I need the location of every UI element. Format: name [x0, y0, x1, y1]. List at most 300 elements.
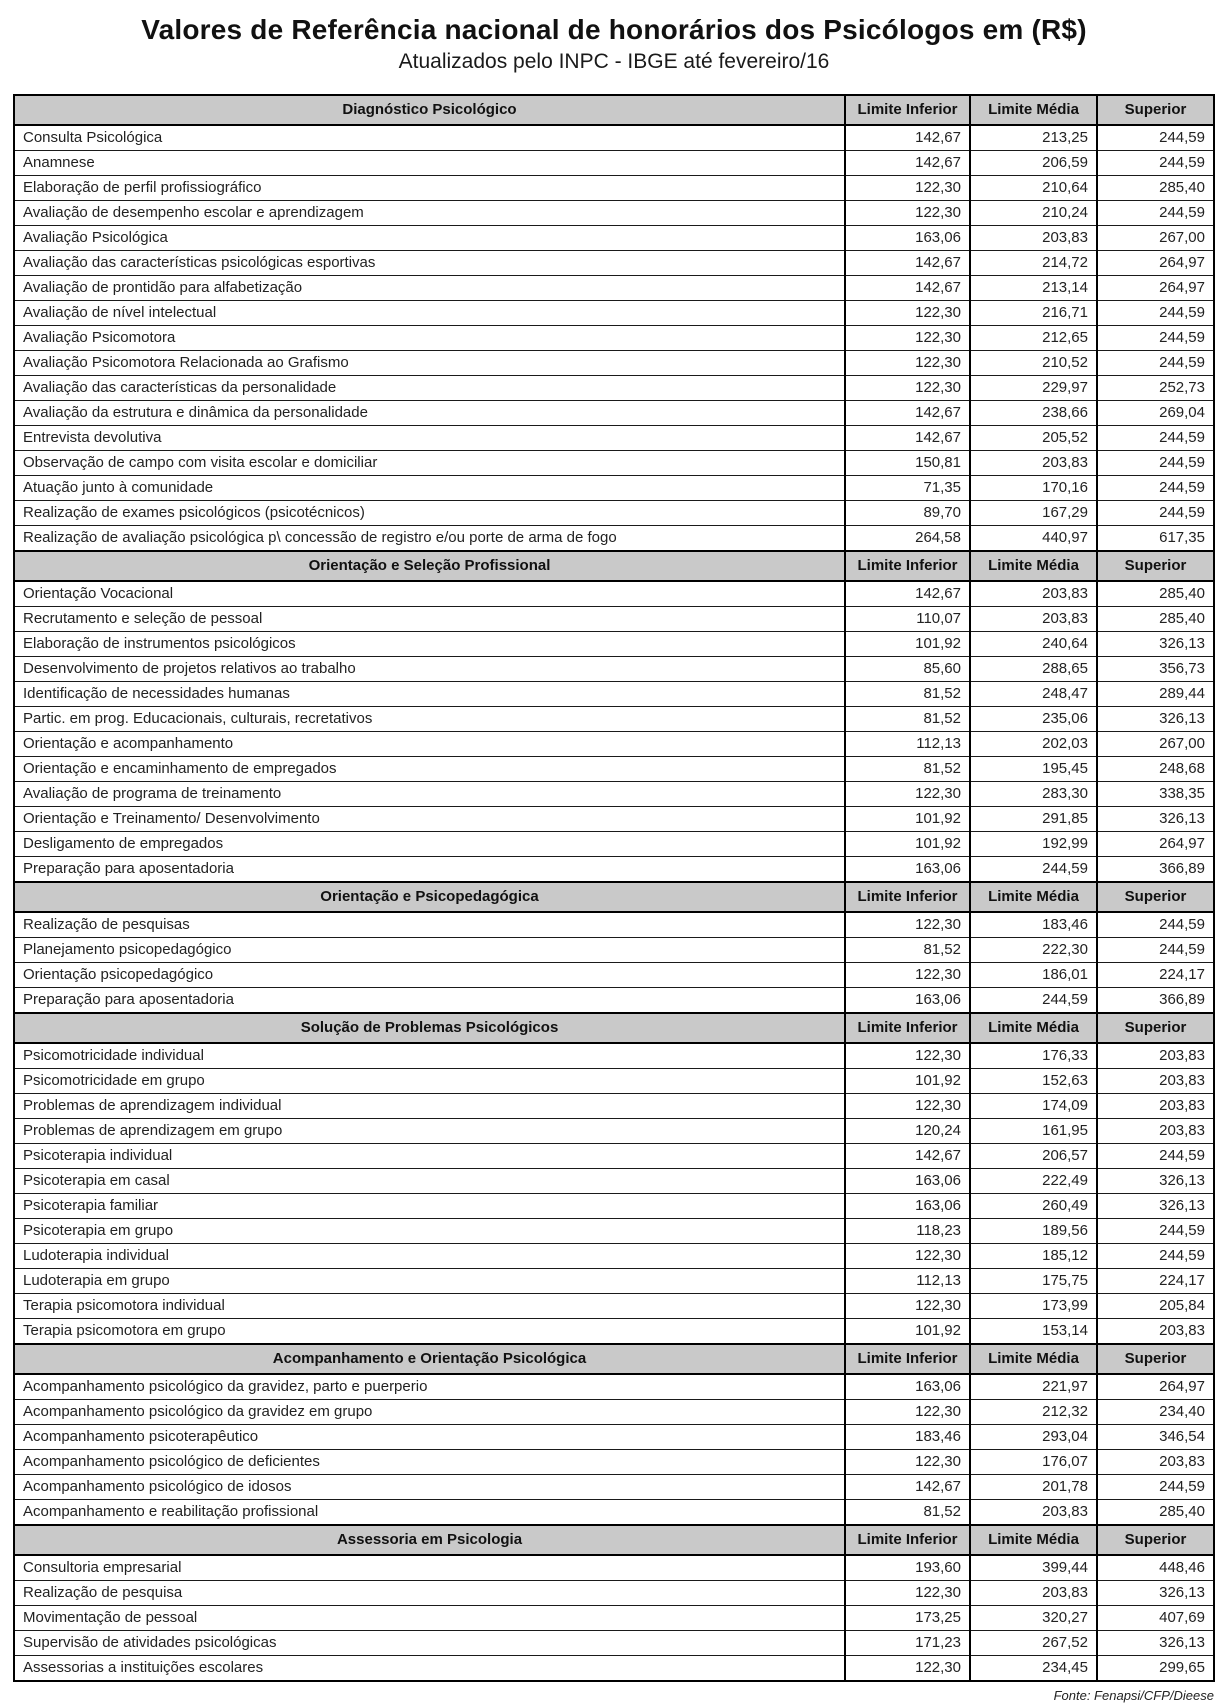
limite-media-cell: 201,78	[970, 1475, 1097, 1500]
table-row	[14, 1581, 1214, 1606]
superior-cell: 203,83	[1097, 1450, 1214, 1475]
superior-cell: 224,17	[1097, 1269, 1214, 1294]
limite-media-cell: 203,83	[970, 607, 1097, 632]
page-subtitle: Atualizados pelo INPC - IBGE até fevereiro/16	[398, 50, 830, 73]
limite-media-cell: 234,45	[970, 1656, 1097, 1682]
limite-media-cell: 213,14	[970, 276, 1097, 301]
superior-cell: 617,35	[1097, 526, 1214, 552]
service-name-cell: Avaliação Psicológica	[14, 226, 845, 251]
service-name-cell: Realização de pesquisas	[14, 912, 845, 938]
superior-cell: 244,59	[1097, 451, 1214, 476]
limite-inferior-cell: 101,92	[845, 1069, 970, 1094]
limite-inferior-cell: 85,60	[845, 657, 970, 682]
service-name-cell: Psicomotricidade individual	[14, 1043, 845, 1069]
col-header-limite-inferior: Limite Inferior	[845, 95, 970, 125]
superior-cell: 366,89	[1097, 988, 1214, 1014]
col-header-limite-media: Limite Média	[970, 95, 1097, 125]
superior-cell: 244,59	[1097, 1144, 1214, 1169]
service-name-cell: Terapia psicomotora em grupo	[14, 1319, 845, 1345]
table-row	[14, 757, 1214, 782]
service-name-cell: Avaliação da estrutura e dinâmica da personalidade	[14, 401, 845, 426]
limite-inferior-cell: 122,30	[845, 301, 970, 326]
limite-inferior-cell: 122,30	[845, 1400, 970, 1425]
table-row	[14, 1631, 1214, 1656]
limite-media-cell: 161,95	[970, 1119, 1097, 1144]
col-header-limite-media: Limite Média	[970, 1525, 1097, 1555]
section-header-row	[14, 1525, 1214, 1555]
table-row	[14, 201, 1214, 226]
limite-inferior-cell: 122,30	[845, 1656, 970, 1682]
limite-inferior-cell: 171,23	[845, 1631, 970, 1656]
table-row	[14, 1374, 1214, 1400]
limite-inferior-cell: 81,52	[845, 707, 970, 732]
limite-inferior-cell: 163,06	[845, 1374, 970, 1400]
superior-cell: 269,04	[1097, 401, 1214, 426]
superior-cell: 244,59	[1097, 326, 1214, 351]
limite-inferior-cell: 142,67	[845, 401, 970, 426]
limite-inferior-cell: 71,35	[845, 476, 970, 501]
table-row	[14, 501, 1214, 526]
col-header-superior: Superior	[1097, 1525, 1214, 1555]
table-row	[14, 607, 1214, 632]
limite-inferior-cell: 101,92	[845, 807, 970, 832]
limite-inferior-cell: 142,67	[845, 1475, 970, 1500]
superior-cell: 407,69	[1097, 1606, 1214, 1631]
table-row	[14, 1094, 1214, 1119]
table-row	[14, 1244, 1214, 1269]
limite-media-cell: 203,83	[970, 581, 1097, 607]
service-name-cell: Acompanhamento psicológico de deficientes	[14, 1450, 845, 1475]
service-name-cell: Avaliação de programa de treinamento	[14, 782, 845, 807]
superior-cell: 244,59	[1097, 1244, 1214, 1269]
service-name-cell: Consultoria empresarial	[14, 1555, 845, 1581]
table-row	[14, 301, 1214, 326]
limite-inferior-cell: 142,67	[845, 426, 970, 451]
limite-inferior-cell: 118,23	[845, 1219, 970, 1244]
service-name-cell: Avaliação Psicomotora	[14, 326, 845, 351]
service-name-cell: Psicomotricidade em grupo	[14, 1069, 845, 1094]
limite-inferior-cell: 122,30	[845, 1244, 970, 1269]
service-name-cell: Preparação para aposentadoria	[14, 988, 845, 1014]
table-row	[14, 125, 1214, 151]
limite-media-cell: 176,33	[970, 1043, 1097, 1069]
limite-media-cell: 248,47	[970, 682, 1097, 707]
limite-media-cell: 291,85	[970, 807, 1097, 832]
table-row	[14, 657, 1214, 682]
superior-cell: 244,59	[1097, 151, 1214, 176]
service-name-cell: Avaliação de desempenho escolar e aprendizagem	[14, 201, 845, 226]
table-row	[14, 226, 1214, 251]
table-row	[14, 476, 1214, 501]
limite-inferior-cell: 89,70	[845, 501, 970, 526]
table-row	[14, 351, 1214, 376]
table-row	[14, 1119, 1214, 1144]
service-name-cell: Elaboração de instrumentos psicológicos	[14, 632, 845, 657]
section-title-cell: Diagnóstico Psicológico	[14, 95, 845, 125]
service-name-cell: Acompanhamento psicológico da gravidez, parto e puerperio	[14, 1374, 845, 1400]
section-header-row	[14, 882, 1214, 912]
table-row	[14, 1450, 1214, 1475]
limite-inferior-cell: 122,30	[845, 1294, 970, 1319]
service-name-cell: Elaboração de perfil profissiográfico	[14, 176, 845, 201]
col-header-superior: Superior	[1097, 551, 1214, 581]
service-name-cell: Movimentação de pessoal	[14, 1606, 845, 1631]
limite-media-cell: 212,32	[970, 1400, 1097, 1425]
limite-inferior-cell: 122,30	[845, 1043, 970, 1069]
superior-cell: 285,40	[1097, 1500, 1214, 1526]
table-row	[14, 912, 1214, 938]
limite-media-cell: 186,01	[970, 963, 1097, 988]
superior-cell: 203,83	[1097, 1094, 1214, 1119]
limite-inferior-cell: 81,52	[845, 1500, 970, 1526]
limite-media-cell: 244,59	[970, 988, 1097, 1014]
section-header-row	[14, 95, 1214, 125]
limite-inferior-cell: 150,81	[845, 451, 970, 476]
superior-cell: 264,97	[1097, 251, 1214, 276]
service-name-cell: Acompanhamento psicológico da gravidez em grupo	[14, 1400, 845, 1425]
superior-cell: 244,59	[1097, 912, 1214, 938]
limite-media-cell: 192,99	[970, 832, 1097, 857]
limite-media-cell: 240,64	[970, 632, 1097, 657]
service-name-cell: Entrevista devolutiva	[14, 426, 845, 451]
service-name-cell: Observação de campo com visita escolar e domiciliar	[14, 451, 845, 476]
section-header-row	[14, 551, 1214, 581]
superior-cell: 203,83	[1097, 1069, 1214, 1094]
service-name-cell: Problemas de aprendizagem em grupo	[14, 1119, 845, 1144]
superior-cell: 252,73	[1097, 376, 1214, 401]
superior-cell: 264,97	[1097, 276, 1214, 301]
limite-inferior-cell: 163,06	[845, 988, 970, 1014]
service-name-cell: Acompanhamento psicoterapêutico	[14, 1425, 845, 1450]
table-row	[14, 1656, 1214, 1682]
limite-media-cell: 267,52	[970, 1631, 1097, 1656]
col-header-superior: Superior	[1097, 882, 1214, 912]
limite-inferior-cell: 81,52	[845, 757, 970, 782]
superior-cell: 285,40	[1097, 607, 1214, 632]
limite-media-cell: 203,83	[970, 226, 1097, 251]
col-header-superior: Superior	[1097, 1013, 1214, 1043]
limite-media-cell: 206,57	[970, 1144, 1097, 1169]
limite-inferior-cell: 142,67	[845, 151, 970, 176]
service-name-cell: Orientação Vocacional	[14, 581, 845, 607]
superior-cell: 244,59	[1097, 938, 1214, 963]
service-name-cell: Ludoterapia individual	[14, 1244, 845, 1269]
table-row	[14, 1475, 1214, 1500]
superior-cell: 244,59	[1097, 125, 1214, 151]
col-header-limite-media: Limite Média	[970, 1344, 1097, 1374]
limite-media-cell: 440,97	[970, 526, 1097, 552]
superior-cell: 326,13	[1097, 1631, 1214, 1656]
service-name-cell: Orientação e Treinamento/ Desenvolvimento	[14, 807, 845, 832]
superior-cell: 244,59	[1097, 201, 1214, 226]
table-row	[14, 782, 1214, 807]
superior-cell: 244,59	[1097, 426, 1214, 451]
limite-inferior-cell: 163,06	[845, 1169, 970, 1194]
limite-media-cell: 213,25	[970, 125, 1097, 151]
table-row	[14, 857, 1214, 883]
fees-table-body	[14, 95, 1214, 1681]
table-row	[14, 581, 1214, 607]
superior-cell: 203,83	[1097, 1043, 1214, 1069]
service-name-cell: Avaliação de prontidão para alfabetização	[14, 276, 845, 301]
table-row	[14, 682, 1214, 707]
limite-inferior-cell: 122,30	[845, 1094, 970, 1119]
superior-cell: 244,59	[1097, 1219, 1214, 1244]
superior-cell: 244,59	[1097, 351, 1214, 376]
limite-media-cell: 293,04	[970, 1425, 1097, 1450]
table-row	[14, 1425, 1214, 1450]
service-name-cell: Acompanhamento psicológico de idosos	[14, 1475, 845, 1500]
col-header-limite-inferior: Limite Inferior	[845, 882, 970, 912]
limite-inferior-cell: 122,30	[845, 1581, 970, 1606]
table-row	[14, 1194, 1214, 1219]
table-row	[14, 276, 1214, 301]
superior-cell: 299,65	[1097, 1656, 1214, 1682]
limite-inferior-cell: 163,06	[845, 1194, 970, 1219]
limite-media-cell: 185,12	[970, 1244, 1097, 1269]
limite-media-cell: 244,59	[970, 857, 1097, 883]
table-row	[14, 1555, 1214, 1581]
service-name-cell: Orientação e encaminhamento de empregados	[14, 757, 845, 782]
limite-media-cell: 183,46	[970, 912, 1097, 938]
limite-media-cell: 203,83	[970, 451, 1097, 476]
superior-cell: 326,13	[1097, 707, 1214, 732]
service-name-cell: Avaliação de nível intelectual	[14, 301, 845, 326]
superior-cell: 244,59	[1097, 476, 1214, 501]
table-row	[14, 1606, 1214, 1631]
limite-media-cell: 222,49	[970, 1169, 1097, 1194]
service-name-cell: Realização de avaliação psicológica p\ concessão de registro e/ou porte de arma de fogo	[14, 526, 845, 552]
limite-inferior-cell: 183,46	[845, 1425, 970, 1450]
superior-cell: 234,40	[1097, 1400, 1214, 1425]
limite-media-cell: 203,83	[970, 1581, 1097, 1606]
service-name-cell: Acompanhamento e reabilitação profissional	[14, 1500, 845, 1526]
table-row	[14, 326, 1214, 351]
limite-media-cell: 216,71	[970, 301, 1097, 326]
superior-cell: 338,35	[1097, 782, 1214, 807]
superior-cell: 267,00	[1097, 732, 1214, 757]
limite-inferior-cell: 264,58	[845, 526, 970, 552]
table-row	[14, 632, 1214, 657]
table-row	[14, 1400, 1214, 1425]
limite-inferior-cell: 122,30	[845, 782, 970, 807]
col-header-limite-media: Limite Média	[970, 1013, 1097, 1043]
limite-inferior-cell: 110,07	[845, 607, 970, 632]
superior-cell: 285,40	[1097, 581, 1214, 607]
table-row	[14, 451, 1214, 476]
limite-inferior-cell: 163,06	[845, 857, 970, 883]
limite-media-cell: 189,56	[970, 1219, 1097, 1244]
table-row	[14, 1500, 1214, 1526]
col-header-limite-media: Limite Média	[970, 551, 1097, 581]
limite-media-cell: 235,06	[970, 707, 1097, 732]
limite-inferior-cell: 173,25	[845, 1606, 970, 1631]
superior-cell: 289,44	[1097, 682, 1214, 707]
limite-inferior-cell: 122,30	[845, 176, 970, 201]
limite-inferior-cell: 112,13	[845, 1269, 970, 1294]
table-row	[14, 963, 1214, 988]
service-name-cell: Atuação junto à comunidade	[14, 476, 845, 501]
limite-media-cell: 195,45	[970, 757, 1097, 782]
limite-media-cell: 173,99	[970, 1294, 1097, 1319]
limite-inferior-cell: 122,30	[845, 326, 970, 351]
section-header-row	[14, 1013, 1214, 1043]
limite-inferior-cell: 122,30	[845, 912, 970, 938]
limite-inferior-cell: 122,30	[845, 1450, 970, 1475]
superior-cell: 326,13	[1097, 1194, 1214, 1219]
limite-media-cell: 206,59	[970, 151, 1097, 176]
superior-cell: 244,59	[1097, 501, 1214, 526]
limite-inferior-cell: 101,92	[845, 632, 970, 657]
table-row	[14, 176, 1214, 201]
service-name-cell: Realização de pesquisa	[14, 1581, 845, 1606]
service-name-cell: Identificação de necessidades humanas	[14, 682, 845, 707]
fees-table	[13, 94, 1215, 1682]
table-row	[14, 1219, 1214, 1244]
superior-cell: 203,83	[1097, 1119, 1214, 1144]
superior-cell: 356,73	[1097, 657, 1214, 682]
section-title-cell: Orientação e Seleção Profissional	[14, 551, 845, 581]
table-row	[14, 526, 1214, 552]
col-header-limite-media: Limite Média	[970, 882, 1097, 912]
limite-media-cell: 212,65	[970, 326, 1097, 351]
limite-media-cell: 167,29	[970, 501, 1097, 526]
limite-media-cell: 238,66	[970, 401, 1097, 426]
section-title-cell: Orientação e Psicopedagógica	[14, 882, 845, 912]
table-row	[14, 938, 1214, 963]
service-name-cell: Consulta Psicológica	[14, 125, 845, 151]
limite-inferior-cell: 142,67	[845, 251, 970, 276]
service-name-cell: Desenvolvimento de projetos relativos ao trabalho	[14, 657, 845, 682]
limite-inferior-cell: 122,30	[845, 963, 970, 988]
service-name-cell: Orientação e acompanhamento	[14, 732, 845, 757]
table-row	[14, 1319, 1214, 1345]
limite-media-cell: 205,52	[970, 426, 1097, 451]
service-name-cell: Orientação psicopedagógico	[14, 963, 845, 988]
service-name-cell: Recrutamento e seleção de pessoal	[14, 607, 845, 632]
service-name-cell: Desligamento de empregados	[14, 832, 845, 857]
service-name-cell: Problemas de aprendizagem individual	[14, 1094, 845, 1119]
table-row	[14, 426, 1214, 451]
service-name-cell: Avaliação Psicomotora Relacionada ao Grafismo	[14, 351, 845, 376]
section-title-cell: Solução de Problemas Psicológicos	[14, 1013, 845, 1043]
col-header-limite-inferior: Limite Inferior	[845, 1344, 970, 1374]
limite-media-cell: 210,64	[970, 176, 1097, 201]
limite-media-cell: 203,83	[970, 1500, 1097, 1526]
limite-inferior-cell: 81,52	[845, 938, 970, 963]
limite-media-cell: 399,44	[970, 1555, 1097, 1581]
limite-media-cell: 176,07	[970, 1450, 1097, 1475]
limite-inferior-cell: 81,52	[845, 682, 970, 707]
service-name-cell: Avaliação das características psicológicas esportivas	[14, 251, 845, 276]
table-row	[14, 832, 1214, 857]
limite-media-cell: 210,24	[970, 201, 1097, 226]
service-name-cell: Psicoterapia em casal	[14, 1169, 845, 1194]
service-name-cell: Avaliação das características da personalidade	[14, 376, 845, 401]
superior-cell: 326,13	[1097, 807, 1214, 832]
table-row	[14, 988, 1214, 1014]
superior-cell: 285,40	[1097, 176, 1214, 201]
service-name-cell: Terapia psicomotora individual	[14, 1294, 845, 1319]
superior-cell: 366,89	[1097, 857, 1214, 883]
superior-cell: 326,13	[1097, 1581, 1214, 1606]
section-title-cell: Assessoria em Psicologia	[14, 1525, 845, 1555]
table-row	[14, 1043, 1214, 1069]
limite-inferior-cell: 163,06	[845, 226, 970, 251]
limite-media-cell: 260,49	[970, 1194, 1097, 1219]
limite-inferior-cell: 122,30	[845, 351, 970, 376]
service-name-cell: Supervisão de atividades psicológicas	[14, 1631, 845, 1656]
limite-inferior-cell: 193,60	[845, 1555, 970, 1581]
table-row	[14, 1269, 1214, 1294]
limite-media-cell: 202,03	[970, 732, 1097, 757]
limite-inferior-cell: 142,67	[845, 276, 970, 301]
limite-media-cell: 288,65	[970, 657, 1097, 682]
superior-cell: 264,97	[1097, 832, 1214, 857]
source-note: Fonte: Fenapsi/CFP/Dieese	[1053, 1688, 1214, 1703]
table-row	[14, 401, 1214, 426]
superior-cell: 346,54	[1097, 1425, 1214, 1450]
table-row	[14, 732, 1214, 757]
limite-media-cell: 283,30	[970, 782, 1097, 807]
superior-cell: 248,68	[1097, 757, 1214, 782]
limite-media-cell: 210,52	[970, 351, 1097, 376]
service-name-cell: Psicoterapia em grupo	[14, 1219, 845, 1244]
limite-inferior-cell: 112,13	[845, 732, 970, 757]
service-name-cell: Psicoterapia familiar	[14, 1194, 845, 1219]
superior-cell: 205,84	[1097, 1294, 1214, 1319]
limite-media-cell: 222,30	[970, 938, 1097, 963]
table-row	[14, 707, 1214, 732]
table-row	[14, 1294, 1214, 1319]
table-row	[14, 251, 1214, 276]
limite-media-cell: 153,14	[970, 1319, 1097, 1345]
superior-cell: 244,59	[1097, 1475, 1214, 1500]
service-name-cell: Planejamento psicopedagógico	[14, 938, 845, 963]
superior-cell: 326,13	[1097, 632, 1214, 657]
limite-inferior-cell: 120,24	[845, 1119, 970, 1144]
limite-media-cell: 214,72	[970, 251, 1097, 276]
table-row	[14, 1069, 1214, 1094]
col-header-superior: Superior	[1097, 95, 1214, 125]
service-name-cell: Anamnese	[14, 151, 845, 176]
limite-media-cell: 320,27	[970, 1606, 1097, 1631]
superior-cell: 264,97	[1097, 1374, 1214, 1400]
col-header-limite-inferior: Limite Inferior	[845, 551, 970, 581]
superior-cell: 267,00	[1097, 226, 1214, 251]
service-name-cell: Preparação para aposentadoria	[14, 857, 845, 883]
limite-media-cell: 229,97	[970, 376, 1097, 401]
table-row	[14, 1169, 1214, 1194]
limite-inferior-cell: 142,67	[845, 1144, 970, 1169]
service-name-cell: Partic. em prog. Educacionais, culturais, recretativos	[14, 707, 845, 732]
table-row	[14, 807, 1214, 832]
superior-cell: 224,17	[1097, 963, 1214, 988]
limite-inferior-cell: 122,30	[845, 201, 970, 226]
table-row	[14, 151, 1214, 176]
col-header-limite-inferior: Limite Inferior	[845, 1013, 970, 1043]
superior-cell: 448,46	[1097, 1555, 1214, 1581]
limite-inferior-cell: 142,67	[845, 125, 970, 151]
limite-media-cell: 174,09	[970, 1094, 1097, 1119]
superior-cell: 203,83	[1097, 1319, 1214, 1345]
service-name-cell: Assessorias a instituições escolares	[14, 1656, 845, 1682]
col-header-limite-inferior: Limite Inferior	[845, 1525, 970, 1555]
col-header-superior: Superior	[1097, 1344, 1214, 1374]
limite-media-cell: 152,63	[970, 1069, 1097, 1094]
limite-inferior-cell: 101,92	[845, 1319, 970, 1345]
limite-inferior-cell: 101,92	[845, 832, 970, 857]
